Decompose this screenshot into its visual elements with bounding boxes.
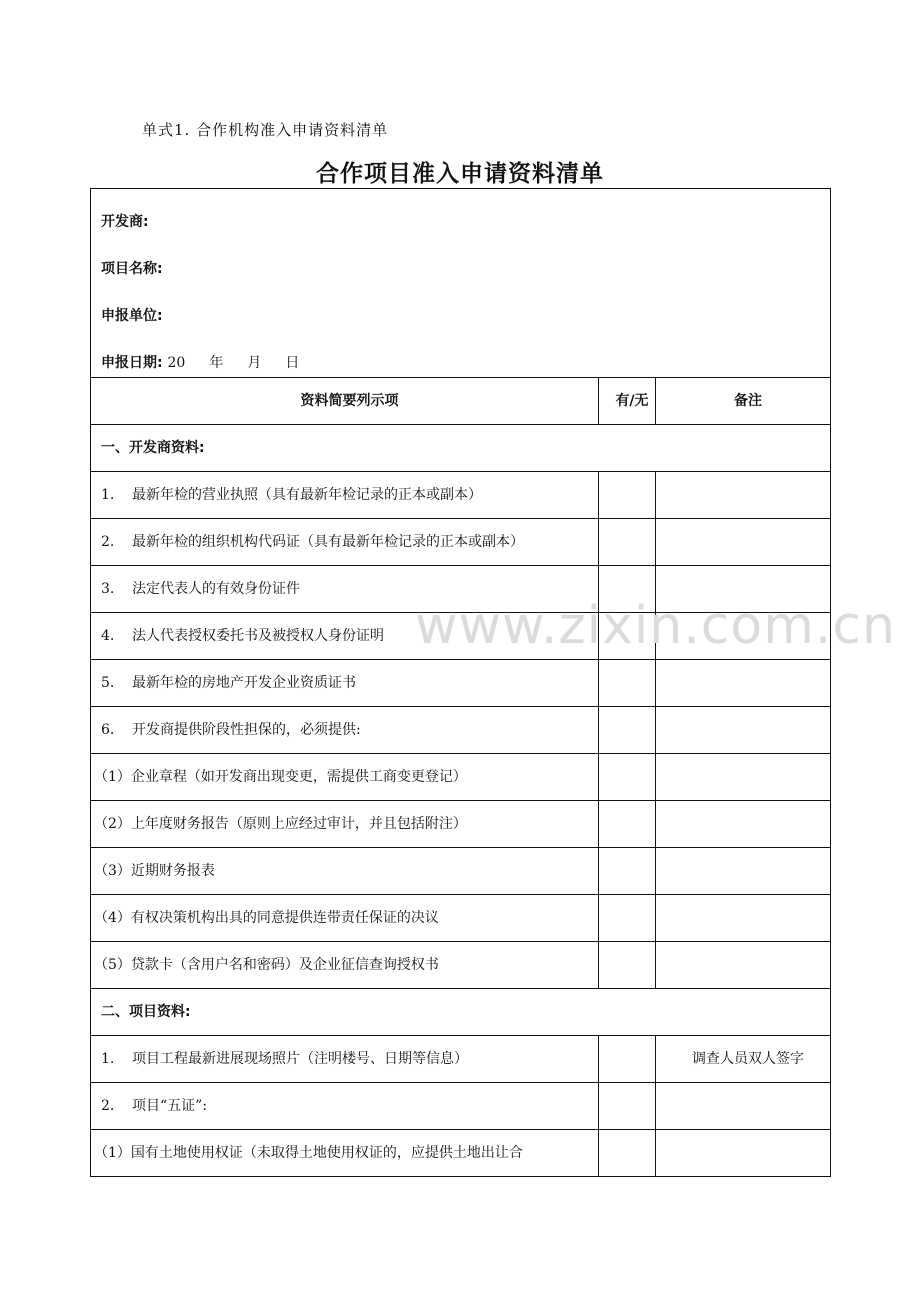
item-number: 2.: [101, 1098, 115, 1114]
header-items: 资料简要列示项: [91, 378, 599, 425]
remark-cell[interactable]: [656, 472, 831, 519]
item-text: （4）有权决策机构出具的同意提供连带责任保证的决议: [94, 910, 439, 926]
item-number: 2.: [101, 534, 115, 550]
have-cell[interactable]: [599, 754, 656, 801]
table-row: [91, 660, 831, 707]
table-row: [91, 519, 831, 566]
item-cell: [91, 1083, 599, 1130]
item-cell: [91, 660, 599, 707]
item-text: （1）国有土地使用权证（未取得土地使用权证的，应提供土地出让合: [94, 1145, 523, 1161]
date-label: 申报日期:: [101, 355, 163, 371]
remark-cell[interactable]: [656, 707, 831, 754]
item-text: （2）上年度财务报告（原则上应经过审计，并且包括附注）: [94, 816, 467, 832]
date-month: 月: [247, 355, 262, 371]
info-row: [91, 189, 831, 378]
item-text: 最新年检的房地产开发企业资质证书: [132, 675, 356, 691]
section-developer: 一、开发商资料:: [91, 425, 831, 472]
section-row: [91, 989, 831, 1036]
item-number: 6.: [101, 722, 115, 738]
date-day: 日: [285, 355, 300, 371]
date-year: 年: [209, 355, 224, 371]
date-line: [101, 330, 830, 377]
item-cell: [91, 895, 599, 942]
remark-cell[interactable]: [656, 848, 831, 895]
item-cell: [91, 1036, 599, 1083]
item-number: 4.: [101, 628, 115, 644]
have-cell[interactable]: [599, 519, 656, 566]
have-cell[interactable]: [599, 848, 656, 895]
item-cell: [91, 613, 599, 660]
table-row: [91, 472, 831, 519]
table-row: [91, 895, 831, 942]
developer-label: 开发商:: [101, 214, 149, 230]
table-row: [91, 848, 831, 895]
remark-cell[interactable]: [656, 613, 831, 660]
table-row: [91, 801, 831, 848]
item-cell: [91, 942, 599, 989]
have-cell[interactable]: [599, 472, 656, 519]
have-cell[interactable]: [599, 1083, 656, 1130]
have-cell[interactable]: [599, 895, 656, 942]
item-number: 3.: [101, 581, 115, 597]
item-cell: [91, 1130, 599, 1177]
item-cell: [91, 848, 599, 895]
item-number: 1.: [101, 487, 115, 503]
project-items: [91, 1036, 831, 1177]
have-cell[interactable]: [599, 1130, 656, 1177]
remark-cell[interactable]: [656, 1083, 831, 1130]
remark-cell[interactable]: [656, 801, 831, 848]
item-text: 项目工程最新进展现场照片（注明楼号、日期等信息）: [132, 1051, 468, 1067]
item-cell: [91, 566, 599, 613]
project-name-line: [101, 236, 830, 283]
have-cell[interactable]: [599, 801, 656, 848]
have-cell[interactable]: [599, 942, 656, 989]
developer-line: [101, 189, 830, 236]
table-row: [91, 942, 831, 989]
application-materials-table: [90, 188, 831, 1177]
item-text: 最新年检的营业执照（具有最新年检记录的正本或副本）: [132, 487, 482, 503]
table-row: [91, 613, 831, 660]
remark-cell[interactable]: [656, 754, 831, 801]
remark-cell[interactable]: [656, 1130, 831, 1177]
table-row: [91, 707, 831, 754]
remark-cell[interactable]: [656, 942, 831, 989]
item-cell: [91, 472, 599, 519]
info-cell: [91, 189, 831, 378]
form-caption: 单式1. 合作机构准入申请资料清单: [142, 121, 389, 139]
remark-cell[interactable]: [656, 566, 831, 613]
item-cell: [91, 707, 599, 754]
header-remark: 备注: [656, 378, 831, 425]
table-row: [91, 1130, 831, 1177]
remark-cell[interactable]: [656, 660, 831, 707]
date-year-prefix: 20: [167, 355, 186, 371]
item-text: 法人代表授权委托书及被授权人身份证明: [132, 628, 384, 644]
item-text: 开发商提供阶段性担保的，必须提供:: [132, 722, 361, 738]
item-text: 法定代表人的有效身份证件: [132, 581, 300, 597]
table-row: [91, 1083, 831, 1130]
table-row: [91, 566, 831, 613]
project-name-label: 项目名称:: [101, 261, 163, 277]
remark-cell[interactable]: [656, 895, 831, 942]
item-cell: [91, 801, 599, 848]
section-row: [91, 425, 831, 472]
header-have: 有/无: [599, 378, 656, 425]
item-text: 项目“五证”:: [132, 1098, 208, 1114]
have-cell[interactable]: [599, 613, 656, 660]
page-title: 合作项目准入申请资料清单: [316, 161, 604, 187]
header-row: [91, 378, 831, 425]
section-project: 二、项目资料:: [91, 989, 831, 1036]
table-row: [91, 1036, 831, 1083]
item-text: （1）企业章程（如开发商出现变更，需提供工商变更登记）: [94, 769, 467, 785]
item-text: （5）贷款卡（含用户名和密码）及企业征信查询授权书: [94, 957, 439, 973]
item-cell: [91, 754, 599, 801]
have-cell[interactable]: [599, 1036, 656, 1083]
have-cell[interactable]: [599, 660, 656, 707]
have-cell[interactable]: [599, 566, 656, 613]
item-text: 最新年检的组织机构代码证（具有最新年检记录的正本或副本）: [132, 534, 524, 550]
watermark: www.zixin.com.cn: [415, 596, 896, 656]
item-cell: [91, 519, 599, 566]
remark-cell[interactable]: 调查人员双人签字: [656, 1036, 831, 1083]
have-cell[interactable]: [599, 707, 656, 754]
remark-cell[interactable]: [656, 519, 831, 566]
item-text: （3）近期财务报表: [94, 863, 215, 879]
item-number: 5.: [101, 675, 115, 691]
table-row: [91, 754, 831, 801]
applicant-label: 申报单位:: [101, 308, 163, 324]
applicant-line: [101, 283, 830, 330]
developer-items: [91, 472, 831, 989]
item-number: 1.: [101, 1051, 115, 1067]
